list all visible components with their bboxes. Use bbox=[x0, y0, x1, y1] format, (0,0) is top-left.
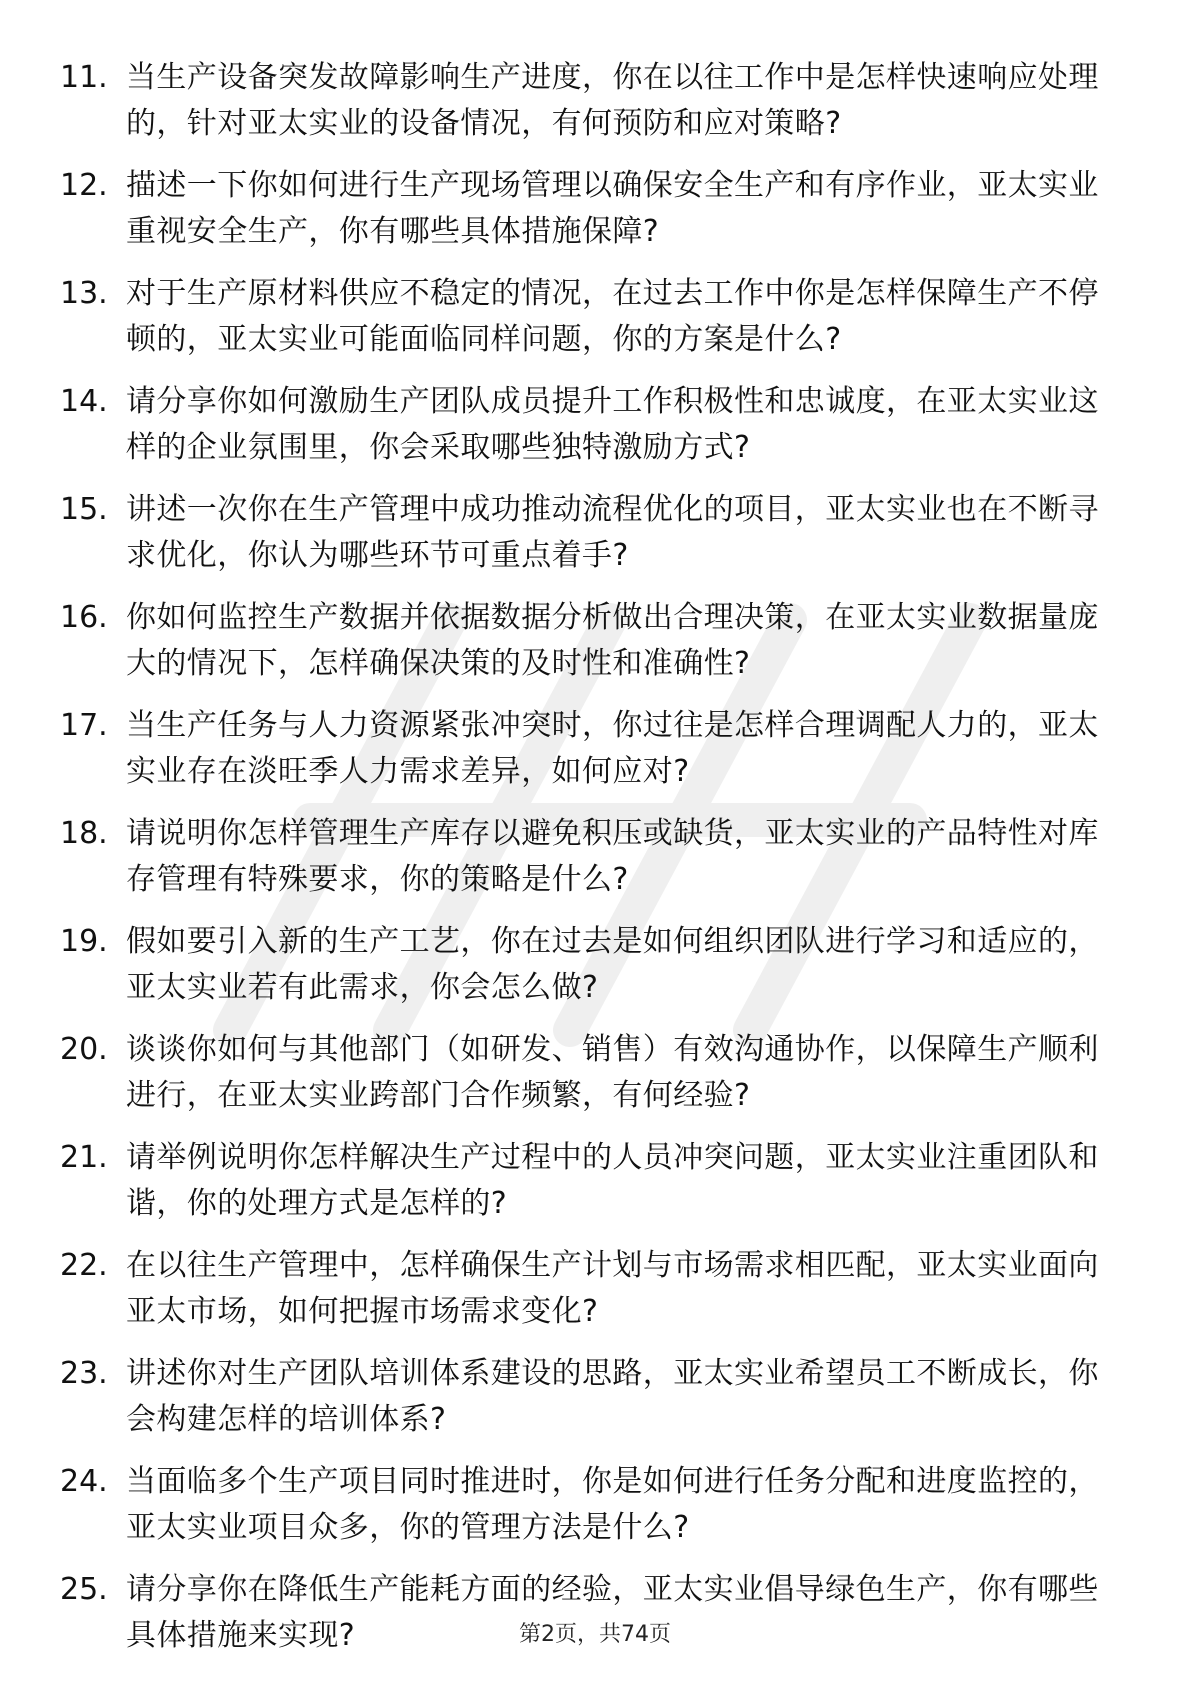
question-item bbox=[60, 811, 1120, 905]
question-item bbox=[60, 703, 1120, 797]
question-text: 讲述你对生产团队培训体系建设的思路，亚太实业希望员工不断成长，你会构建怎样的培训体系? bbox=[126, 1356, 1099, 1437]
question-item bbox=[60, 1459, 1120, 1553]
question-number: 24. bbox=[60, 1464, 108, 1499]
question-number: 12. bbox=[60, 168, 108, 203]
question-number: 13. bbox=[60, 276, 108, 311]
question-item bbox=[60, 271, 1120, 365]
question-number: 15. bbox=[60, 492, 108, 527]
question-item bbox=[60, 1027, 1120, 1121]
question-item bbox=[60, 487, 1120, 581]
question-number: 25. bbox=[60, 1572, 108, 1607]
question-number: 19. bbox=[60, 924, 108, 959]
question-number: 17. bbox=[60, 708, 108, 743]
question-item bbox=[60, 55, 1120, 149]
question-text: 请分享你在降低生产能耗方面的经验，亚太实业倡导绿色生产，你有哪些具体措施来实现? bbox=[126, 1572, 1099, 1653]
question-text: 你如何监控生产数据并依据数据分析做出合理决策，在亚太实业数据量庞大的情况下，怎样确保决策的及时性和准确性? bbox=[126, 600, 1099, 681]
question-number: 23. bbox=[60, 1356, 108, 1391]
question-number: 16. bbox=[60, 600, 108, 635]
question-item bbox=[60, 379, 1120, 473]
question-text: 在以往生产管理中，怎样确保生产计划与市场需求相匹配，亚太实业面向亚太市场，如何把握市场需求变化? bbox=[126, 1248, 1099, 1329]
question-text: 当生产任务与人力资源紧张冲突时，你过往是怎样合理调配人力的，亚太实业存在淡旺季人力需求差异，如何应对? bbox=[126, 708, 1099, 789]
question-list bbox=[60, 55, 1120, 1675]
question-text: 请分享你如何激励生产团队成员提升工作积极性和忠诚度，在亚太实业这样的企业氛围里，你会采取哪些独特激励方式? bbox=[126, 384, 1099, 465]
question-text: 描述一下你如何进行生产现场管理以确保安全生产和有序作业，亚太实业重视安全生产，你有哪些具体措施保障? bbox=[126, 168, 1099, 249]
question-text: 谈谈你如何与其他部门（如研发、销售）有效沟通协作，以保障生产顺利进行，在亚太实业跨部门合作频繁，有何经验? bbox=[126, 1032, 1099, 1113]
question-text: 当生产设备突发故障影响生产进度，你在以往工作中是怎样快速响应处理的，针对亚太实业的设备情况，有何预防和应对策略? bbox=[126, 60, 1099, 141]
question-number: 21. bbox=[60, 1140, 108, 1175]
question-item bbox=[60, 1351, 1120, 1445]
question-number: 20. bbox=[60, 1032, 108, 1067]
question-text: 当面临多个生产项目同时推进时，你是如何进行任务分配和进度监控的，亚太实业项目众多，你的管理方法是什么? bbox=[126, 1464, 1099, 1545]
question-number: 11. bbox=[60, 60, 108, 95]
page-number-label: 第2页，共74页 bbox=[519, 1622, 671, 1647]
page-footer bbox=[0, 1620, 1190, 1650]
question-item bbox=[60, 1135, 1120, 1229]
question-text: 请举例说明你怎样解决生产过程中的人员冲突问题，亚太实业注重团队和谐，你的处理方式是怎样的? bbox=[126, 1140, 1099, 1221]
question-item bbox=[60, 595, 1120, 689]
question-item bbox=[60, 919, 1120, 1013]
question-text: 假如要引入新的生产工艺，你在过去是如何组织团队进行学习和适应的，亚太实业若有此需求，你会怎么做? bbox=[126, 924, 1099, 1005]
question-number: 18. bbox=[60, 816, 108, 851]
question-text: 对于生产原材料供应不稳定的情况，在过去工作中你是怎样保障生产不停顿的，亚太实业可能面临同样问题，你的方案是什么? bbox=[126, 276, 1099, 357]
question-item bbox=[60, 163, 1120, 257]
question-text: 讲述一次你在生产管理中成功推动流程优化的项目，亚太实业也在不断寻求优化，你认为哪些环节可重点着手? bbox=[126, 492, 1099, 573]
question-item bbox=[60, 1243, 1120, 1337]
question-text: 请说明你怎样管理生产库存以避免积压或缺货，亚太实业的产品特性对库存管理有特殊要求，你的策略是什么? bbox=[126, 816, 1099, 897]
question-number: 14. bbox=[60, 384, 108, 419]
question-number: 22. bbox=[60, 1248, 108, 1283]
